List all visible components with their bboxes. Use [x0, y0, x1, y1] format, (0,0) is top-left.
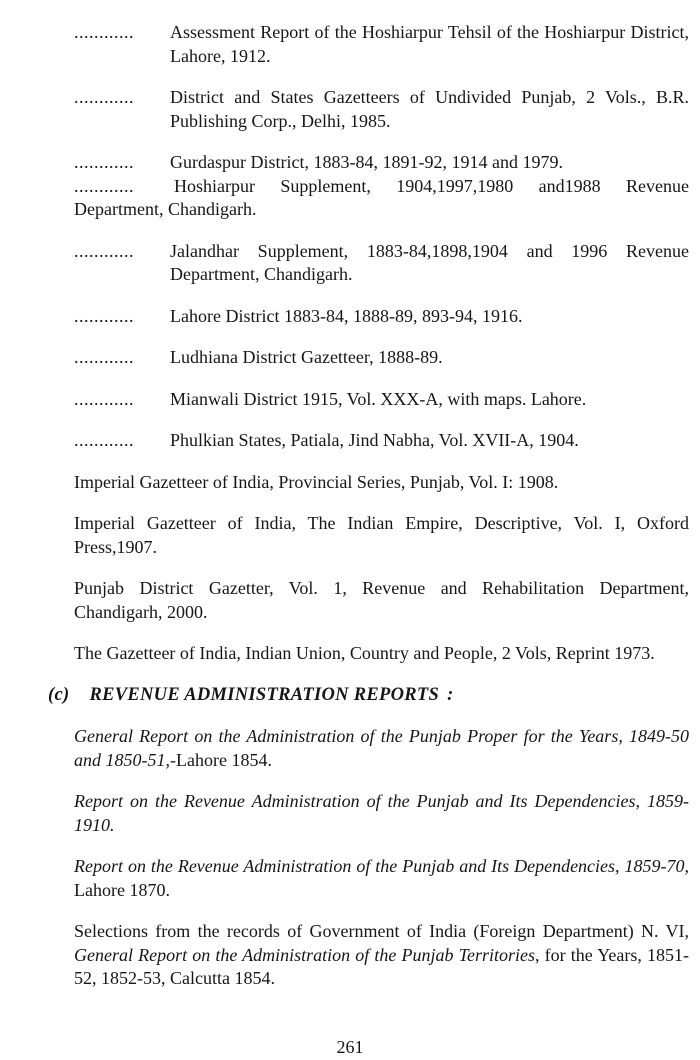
section-colon: :	[447, 684, 454, 705]
entry-text: Ludhiana District Gazetteer, 1888-89.	[170, 347, 443, 367]
report-roman-tail: -Lahore 1854.	[170, 749, 272, 770]
section-heading	[48, 684, 689, 708]
bibliography-paragraph: Imperial Gazetteer of India, The Indian Empire, Descriptive, Vol. I, Oxford Press,1907.	[74, 513, 689, 557]
entry-text: Gurdaspur District, 1883-84, 1891-92, 1914 and 1979.	[170, 152, 563, 172]
bibliography-paragraph: Punjab District Gazetter, Vol. 1, Revenue and Rehabilitation Department, Chandigarh, 2000.	[74, 578, 689, 622]
report-paragraph	[74, 790, 689, 837]
report-italic-title: General Report on the Administration of the Punjab Proper for the Years, 1849-50 and 1850-51,	[74, 726, 689, 770]
dotted-leader: ............	[74, 87, 134, 107]
report-roman-tail: , for the Years, 1851-52, 1852-53, Calcutta 1854.	[74, 944, 690, 988]
section-title: REVENUE ADMINISTRATION REPORTS	[89, 684, 440, 705]
entry-text: Lahore District 1883-84, 1888-89, 893-94, 1916.	[170, 305, 523, 326]
bibliography-entry	[74, 86, 689, 133]
entry-text: Assessment Report of the Hoshiarpur Tehsil of the Hoshiarpur District, Lahore, 1912.	[170, 22, 689, 66]
entry-text: Hoshiarpur Supplement, 1904,1997,1980 and1988 Revenue	[174, 175, 689, 196]
report-roman-tail: Lahore 1870.	[74, 879, 170, 900]
bibliography-entry	[74, 175, 689, 222]
report-italic-title: Report on the Revenue Administration of the Punjab and Its Dependencies, 1859-1910.	[74, 791, 689, 835]
bibliography-entry	[74, 21, 689, 68]
dotted-leader: ............	[74, 347, 134, 367]
bibliography-entry	[74, 305, 689, 329]
report-paragraph	[74, 920, 689, 991]
page-number: 261	[336, 1037, 364, 1057]
section-label: (c)	[48, 684, 70, 705]
bibliography-entry	[74, 346, 689, 370]
bibliography-paragraph: Imperial Gazetteer of India, Provincial Series, Punjab, Vol. I: 1908.	[74, 471, 559, 492]
entry-text: Jalandhar Supplement, 1883-84,1898,1904 and 1996 Revenue Department, Chandigarh.	[170, 240, 689, 284]
entry-text: Phulkian States, Patiala, Jind Nabha, Vol. XVII-A, 1904.	[170, 430, 579, 450]
report-paragraph	[74, 855, 689, 902]
report-roman-lead: Selections from the records of Government of India (Foreign Department) N. VI,	[74, 921, 689, 941]
dotted-leader: ............	[74, 22, 134, 42]
report-paragraph	[74, 725, 689, 772]
bibliography-entry	[74, 429, 689, 453]
dotted-leader: ............	[74, 152, 134, 172]
entry-text: District and States Gazetteers of Undivided Punjab, 2 Vols., B.R. Publishing Corp., Delhi, 1985.	[170, 87, 689, 131]
report-italic-title: Report on the Revenue Administration of the Punjab and Its Dependencies, 1859-70,	[74, 856, 689, 876]
dotted-leader: ............	[74, 305, 134, 326]
dotted-leader: ............	[74, 175, 134, 196]
dotted-leader: ............	[74, 388, 134, 409]
bibliography-entry	[74, 388, 689, 412]
entry-continuation-line: Department, Chandigarh.	[74, 199, 257, 219]
dotted-leader: ............	[74, 430, 134, 450]
bibliography-entry	[74, 240, 689, 287]
report-italic-title: General Report on the Administration of the Punjab Territories	[74, 944, 536, 965]
entry-first-line	[74, 175, 689, 199]
entry-text: Mianwali District 1915, Vol. XXX-A, with maps. Lahore.	[170, 388, 587, 409]
bibliography-paragraph: The Gazetteer of India, Indian Union, Country and People, 2 Vols, Reprint 1973.	[74, 643, 655, 663]
dotted-leader: ............	[74, 240, 134, 261]
bibliography-entry	[74, 151, 689, 175]
